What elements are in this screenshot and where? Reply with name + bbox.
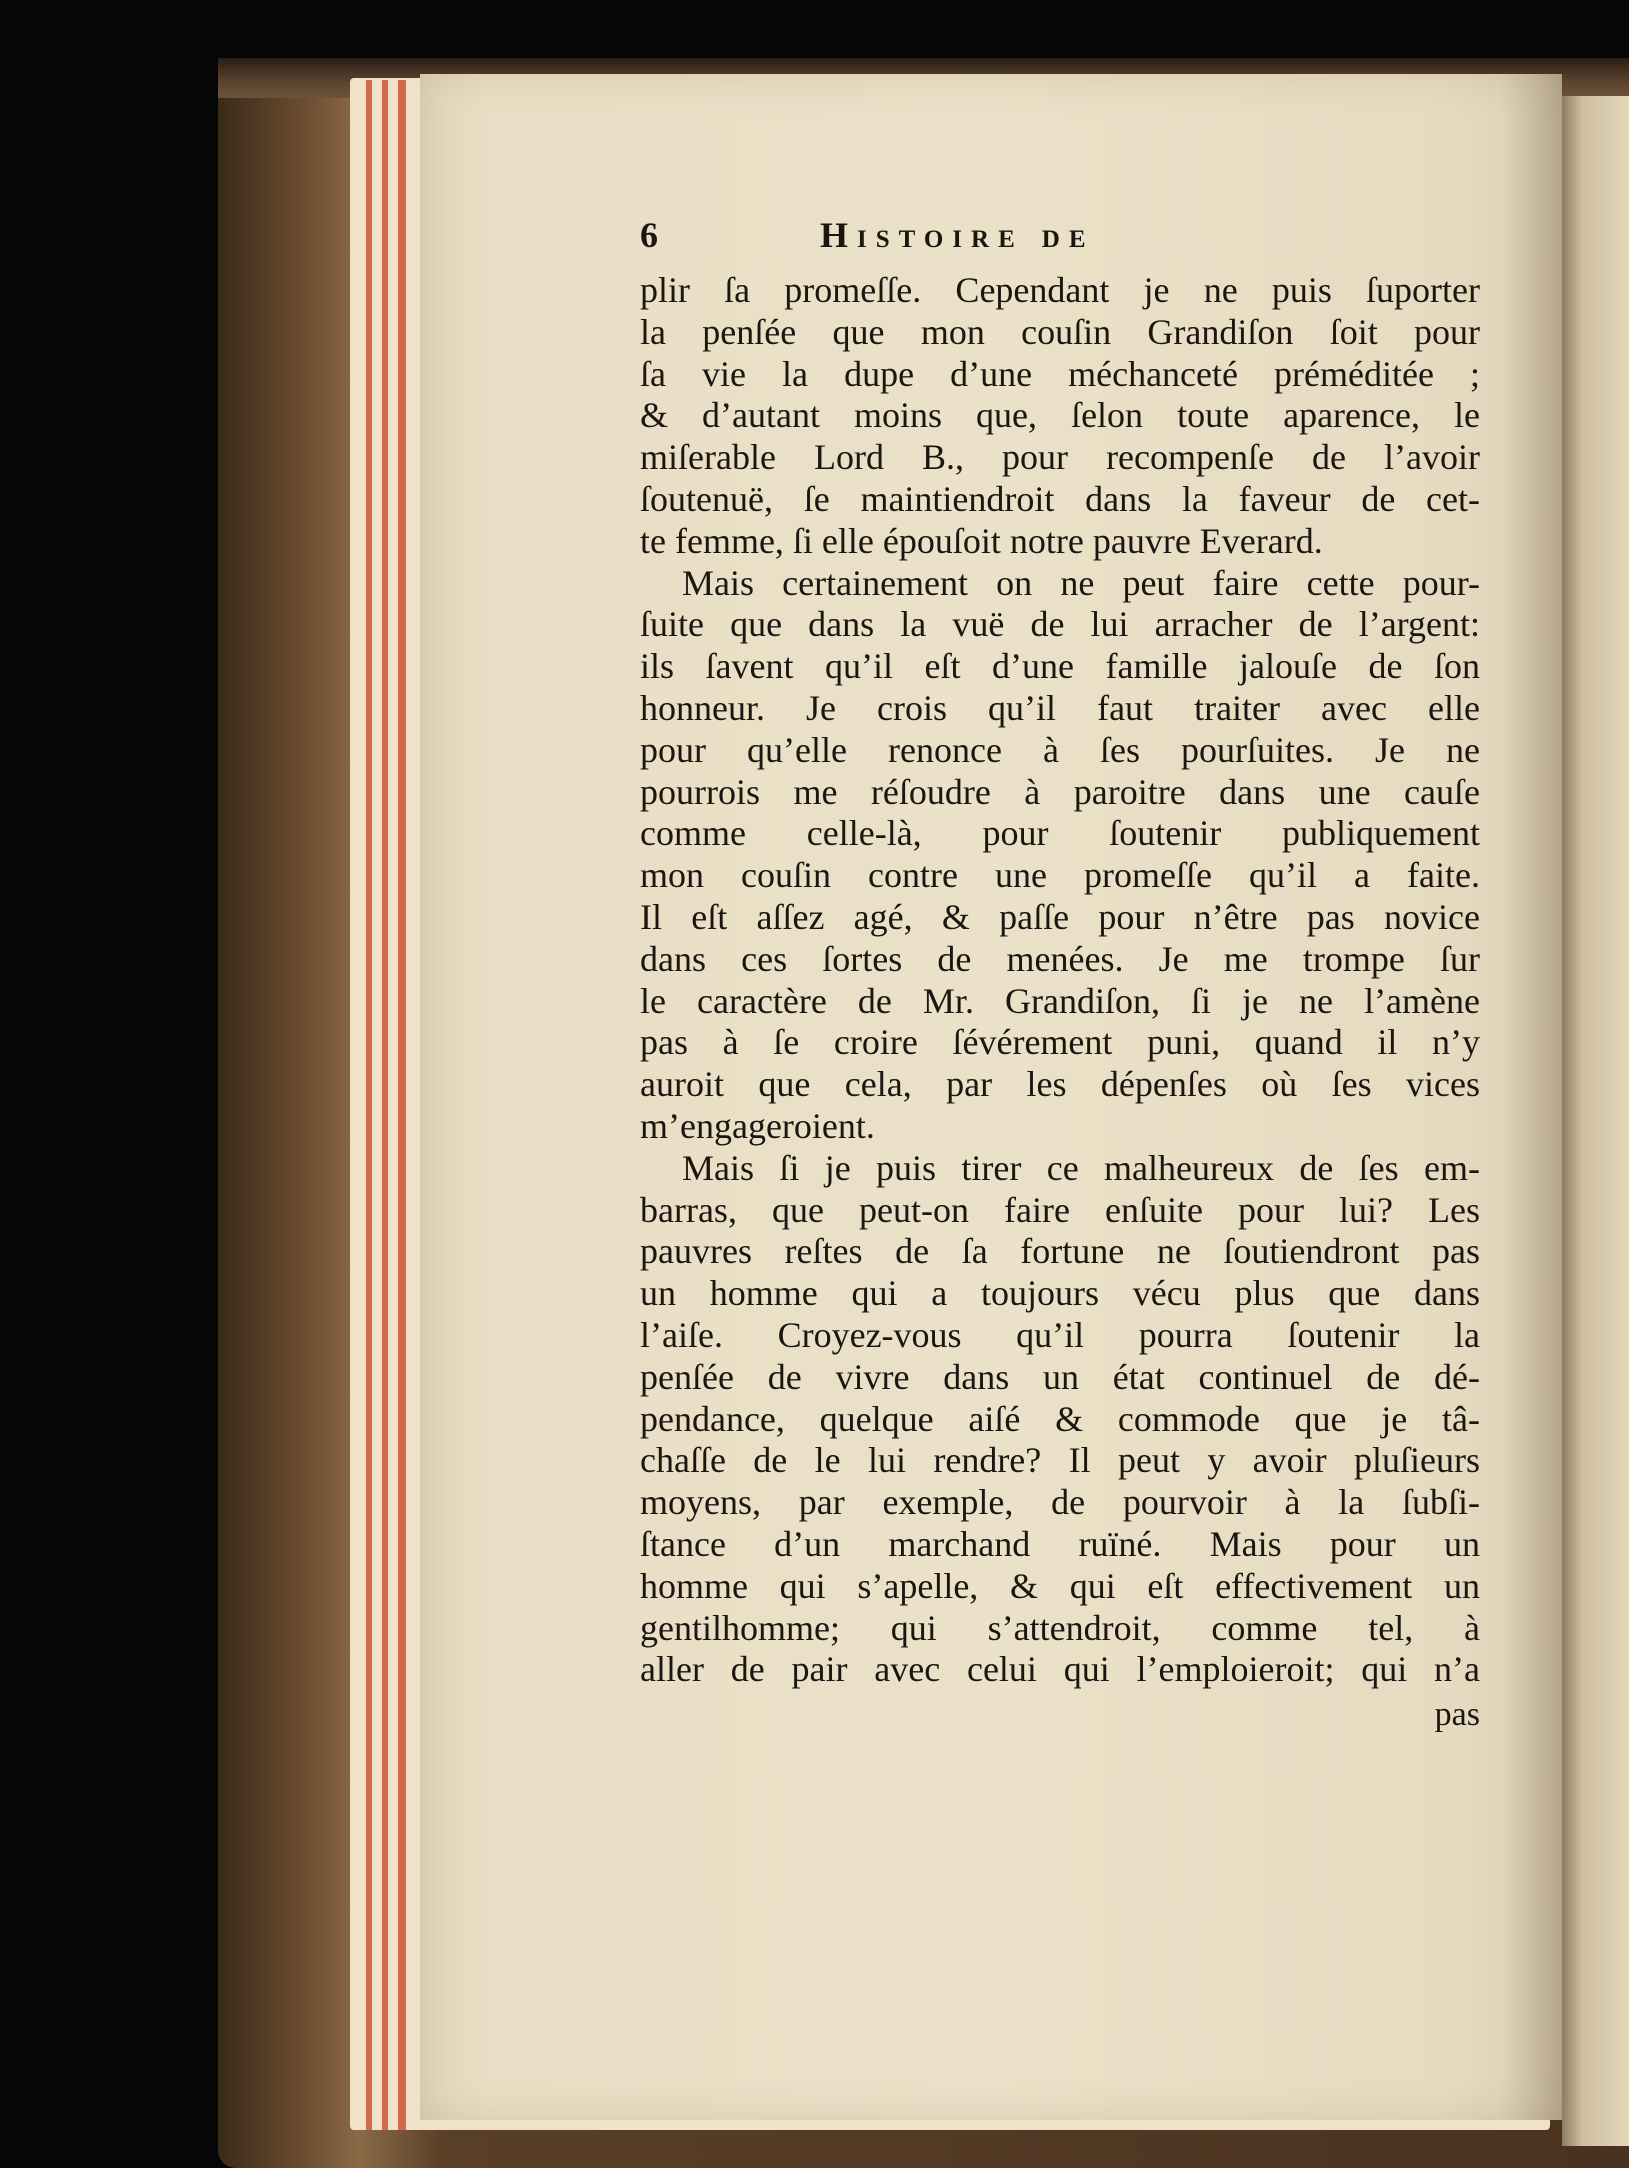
text-line: ſoutenuë, ſe maintiendroit dans la faveur de cet- (640, 478, 1480, 519)
text-line: pendance, quelque aiſé & commode que je tâ- (640, 1398, 1480, 1439)
text-line: miſerable Lord B., pour recompenſe de l’avoir (640, 437, 1480, 478)
text-line: aller de pair avec celui qui l’emploieroit; qui n’a (640, 1649, 1480, 1690)
text-line: un homme qui a toujours vécu plus que dans (640, 1273, 1480, 1314)
text-line: ſtance d’un marchand ruïné. Mais pour un (640, 1523, 1480, 1564)
text-line: barras, que peut-on faire enſuite pour lui? Les (640, 1189, 1480, 1230)
text-line: le caractère de Mr. Grandiſon, ſi je ne l’amène (640, 980, 1480, 1021)
catchword: pas (1434, 1696, 1480, 1734)
running-head (640, 214, 1480, 270)
text-line: chaſſe de le lui rendre? Il peut y avoir pluſieurs (640, 1440, 1480, 1481)
text-line: dans ces ſortes de menées. Je me trompe ſur (640, 938, 1480, 979)
text-line: auroit que cela, par les dépenſes où ſes vices (640, 1064, 1480, 1105)
text-line: moyens, par exemple, de pourvoir à la ſubſi- (640, 1482, 1480, 1523)
text-line: & d’autant moins que, ſelon toute aparence, le (640, 395, 1480, 436)
red-page-edge (398, 80, 406, 2130)
text-lines (640, 270, 1480, 1691)
red-page-edge (366, 80, 372, 2130)
text-line: te femme, ſi elle épouſoit notre pauvre Everard. (640, 520, 1323, 561)
text-line: homme qui s’apelle, & qui eſt effectivement un (640, 1565, 1480, 1606)
text-line: ſa vie la dupe d’une méchanceté préméditée ; (640, 353, 1480, 394)
gutter-shadow (1500, 74, 1562, 2120)
text-line: Mais ſi je puis tirer ce malheureux de ſes em- (682, 1147, 1480, 1188)
text-line: ils ſavent qu’il eſt d’une famille jalouſe de ſon (640, 646, 1480, 687)
text-line: m’engageroient. (640, 1105, 875, 1146)
text-line: pauvres reſtes de ſa fortune ne ſoutiendront pas (640, 1231, 1480, 1272)
running-head-title: Histoire de (820, 215, 1095, 255)
red-page-edge (382, 80, 388, 2130)
text-line: Mais certainement on ne peut faire cette pour- (682, 562, 1480, 603)
text-line: Il eſt aſſez agé, & paſſe pour n’être pas novice (640, 896, 1480, 937)
text-line: mon couſin contre une promeſſe qu’il a faite. (640, 855, 1480, 896)
text-line: pourrois me réſoudre à paroitre dans une cauſe (640, 771, 1480, 812)
facing-page-edge (1562, 96, 1629, 2146)
text-line: penſée de vivre dans un état continuel de dé- (640, 1356, 1480, 1397)
page-text (640, 214, 1480, 1737)
text-line: comme celle-là, pour ſoutenir publiquement (640, 813, 1480, 854)
text-line: l’aiſe. Croyez-vous qu’il pourra ſoutenir la (640, 1314, 1480, 1355)
text-line: honneur. Je crois qu’il faut traiter avec elle (640, 687, 1480, 728)
text-line: gentilhomme; qui s’attendroit, comme tel, à (640, 1607, 1480, 1648)
text-line: ſuite que dans la vuë de lui arracher de l’argent: (640, 604, 1480, 645)
text-line: plir ſa promeſſe. Cependant je ne puis ſuporter (640, 270, 1480, 310)
text-line: pas à ſe croire ſévérement puni, quand il n’y (640, 1022, 1480, 1063)
text-line: la penſée que mon couſin Grandiſon ſoit pour (640, 311, 1480, 352)
page-number: 6 (640, 215, 667, 255)
text-line: pour qu’elle renonce à ſes pourſuites. Je ne (640, 729, 1480, 770)
